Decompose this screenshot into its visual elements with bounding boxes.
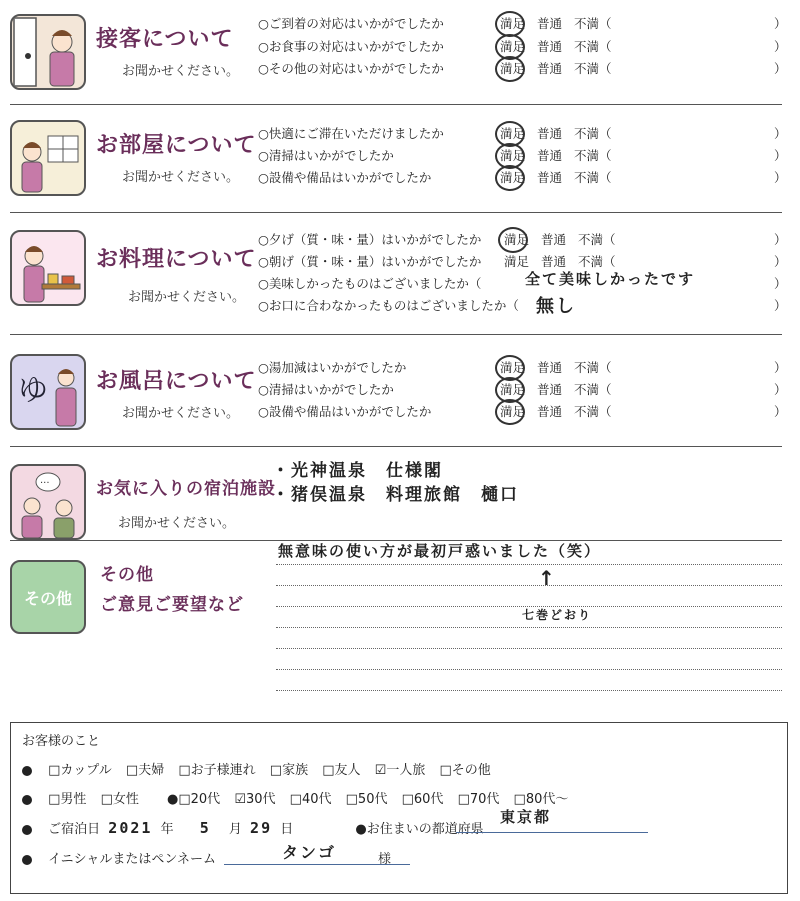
other-title-line1: その他 [100,565,154,585]
service-opts-1[interactable]: 満足 普通 不満（ [500,16,612,31]
paren-close: ） [774,360,787,375]
paren-close: ） [774,382,787,397]
room-opts-2[interactable]: 満足 普通 不満（ [500,148,612,163]
bath-illustration [10,354,86,430]
prefecture-underline [456,832,648,833]
checked-box-icon: ☑ [374,763,387,778]
delicious-answer: 全て美味しかったです [525,270,696,288]
favorite-answer-1: ・光神温泉 仕様閣 [272,461,443,481]
paren-close: ） [774,254,787,269]
gender-female[interactable]: □女性 [100,792,139,807]
bath-q3: ○設備や備品はいかがでしたか [258,404,432,419]
group-solo[interactable]: ☑一人旅 [374,763,426,778]
group-friends[interactable]: □友人 [322,763,361,778]
name-underline [224,864,410,865]
favorite-subtitle: お聞かせください。 [118,516,236,531]
penname-value[interactable]: タンゴ [282,843,337,862]
bullet-icon [22,825,32,835]
group-married[interactable]: □夫婦 [125,763,165,778]
bath-yu-icon [12,356,84,428]
handwritten-circle-mark [498,227,528,253]
dotted-line [276,669,782,670]
dotted-line [276,648,782,649]
other-note: 七巻どおり [522,608,593,622]
age-80s[interactable]: □80代～ [513,792,569,807]
paren-close: ） [774,39,787,54]
food-opts-1[interactable]: 満足 普通 不満（ [504,232,616,247]
group-row [22,759,501,778]
room-q2: ○清掃はいかがでしたか [258,148,394,163]
dotted-line [276,564,782,565]
chat-people-icon [12,466,84,538]
room-illustration [10,120,86,196]
bath-subtitle: お聞かせください。 [122,406,240,421]
bullet-icon [22,795,32,805]
favorite-title: お気に入りの宿泊施設 [96,479,276,499]
dotted-line [276,627,782,628]
age-40s[interactable]: □40代 [289,792,332,807]
bath-opts-1[interactable]: 満足 普通 不満（ [500,360,612,375]
group-couple[interactable]: □カップル [48,763,112,778]
room-q1: ○快適にご滞在いただけましたか [258,126,444,141]
not-to-taste-answer: 無し [536,296,576,317]
group-family[interactable]: □家族 [269,763,309,778]
handwritten-circle-mark [495,399,525,425]
paren-close: ） [774,170,787,185]
group-other[interactable]: □その他 [439,763,491,778]
checked-box-icon: ☑ [234,792,246,807]
room-opts-3[interactable]: 満足 普通 不満（ [500,170,612,185]
prefecture-value[interactable]: 東京都 [500,808,552,826]
handwritten-circle-mark [495,56,525,82]
food-opts-2[interactable]: 満足 普通 不満（ [504,254,616,269]
food-q1: ○夕げ（質・味・量）はいかがでしたか [258,232,482,247]
age-60s[interactable]: □60代 [401,792,444,807]
service-q1: ○ご到着の対応はいかがでしたか [258,16,444,31]
room-opts-1[interactable]: 満足 普通 不満（ [500,126,612,141]
paren-close: ） [774,298,787,313]
bath-q1: ○湯加減はいかがでしたか [258,360,407,375]
food-title: お料理について [96,247,257,272]
service-opts-3[interactable]: 満足 普通 不満（ [500,61,612,76]
food-illustration [10,230,86,306]
service-opts-2[interactable]: 満足 普通 不満（ [500,39,612,54]
food-q3: ○美味しかったものはございましたか（ [258,276,482,291]
customer-info-box [10,722,788,894]
section-divider [10,104,782,105]
other-title-line2: ご意見ご要望など [100,595,244,615]
gender-male[interactable]: □男性 [48,792,87,807]
paren-close: ） [774,232,787,247]
section-divider [10,334,782,335]
favorite-illustration [10,464,86,540]
group-with-kids[interactable]: □お子様連れ [178,763,256,778]
paren-close: ） [774,148,787,163]
room-subtitle: お聞かせください。 [122,170,240,185]
bath-opts-2[interactable]: 満足 普通 不満（ [500,382,612,397]
food-q4: ○お口に合わなかったものはございましたか（ [258,298,519,313]
dotted-line [276,690,782,691]
age-50s[interactable]: □50代 [345,792,388,807]
food-subtitle: お聞かせください。 [128,290,246,305]
service-subtitle: お聞かせください。 [122,64,240,79]
paren-close: ） [774,61,787,76]
service-q2: ○お食事の対応はいかがでしたか [258,39,444,54]
paren-close: ） [774,16,787,31]
favorite-answer-2: ・猪俣温泉 料理旅館 樋口 [272,485,519,505]
paren-close: ） [774,276,787,291]
service-illustration [10,14,86,90]
customer-heading: お客様のこと [22,734,101,749]
bath-q2: ○清掃はいかがでしたか [258,382,394,397]
paren-close: ） [774,404,787,419]
room-window-icon [12,122,84,194]
prefecture-label: ●お住まいの都道府県 [355,822,484,837]
age-70s[interactable]: □70代 [457,792,500,807]
name-row [22,848,216,867]
room-q3: ○設備や備品はいかがでしたか [258,170,432,185]
bullet-icon [22,855,32,865]
stay-day[interactable]: 29 [250,819,273,837]
bullet-icon [22,766,32,776]
section-divider [10,212,782,213]
handwritten-circle-mark [495,165,525,191]
gender-age-row [22,788,578,807]
date-row: ご宿泊日 2021 年 5 月 29 日 ●お住まいの都道府県 [22,818,484,837]
paren-close: ） [774,126,787,141]
hostess-door-icon [12,16,84,88]
bath-opts-3[interactable]: 満足 普通 不満（ [500,404,612,419]
date-label: ご宿泊日 [48,822,101,837]
other-badge-label: その他 [23,588,72,608]
name-label: イニシャルまたはペンネーム [48,852,216,867]
room-title: お部屋について [96,133,257,158]
dotted-line [276,585,782,586]
svg-text:···: ··· [40,478,50,489]
age-30s[interactable]: ☑30代 [234,792,276,807]
bath-title: お風呂について [96,369,257,394]
other-badge [10,560,86,634]
service-q3: ○その他の対応はいかがでしたか [258,61,444,76]
age-20s[interactable]: ●□20代 [167,792,221,807]
section-divider [10,446,782,447]
food-tray-icon [12,232,84,304]
svg-text:ゆ: ゆ [18,373,48,408]
food-q2: ○朝げ（質・味・量）はいかがでしたか [258,254,482,269]
stay-year[interactable]: 2021 [108,819,153,837]
arrow-up-icon: ↑ [538,566,555,590]
name-suffix: 様 [378,852,392,867]
stay-month[interactable]: 5 [199,819,211,837]
other-answer: 無意味の使い方が最初戸惑いました（笑） [278,542,602,560]
service-title: 接客について [96,27,234,52]
